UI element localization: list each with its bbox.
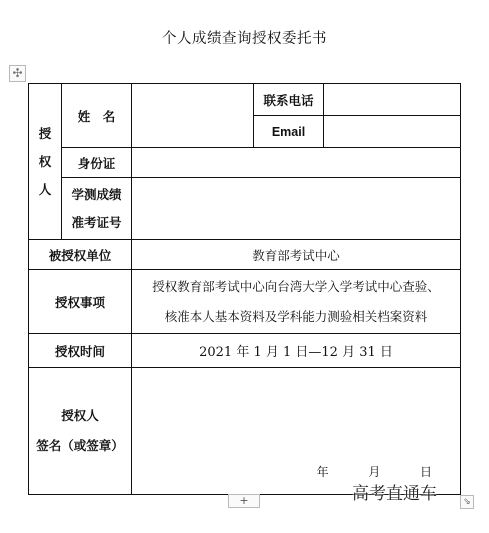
authorization-form-table (28, 83, 461, 495)
id-label: 身份证 (62, 148, 132, 178)
exam-no-label (62, 178, 132, 240)
watermark-text: 高考直通车 (352, 484, 437, 504)
signature-field[interactable] (132, 368, 461, 495)
date-year-label: 年 (316, 465, 329, 479)
grantor-label-char: 人 (38, 181, 52, 197)
signature-label (29, 368, 132, 495)
grantor-label-char: 权 (38, 153, 52, 169)
exam-no-label-line1: 学测成绩 (71, 186, 122, 202)
grantee-value: 教育部考试中心 (132, 240, 461, 270)
exam-no-field[interactable] (132, 178, 461, 240)
email-field[interactable] (324, 116, 461, 148)
signature-label-line2: 签名（或签章） (36, 438, 124, 453)
name-field[interactable] (132, 84, 254, 148)
matter-value-line1: 授权教育部考试中心向台湾大学入学考试中心查验、 (152, 278, 440, 294)
matter-value (132, 270, 461, 334)
grantor-label-char: 授 (38, 125, 52, 141)
exam-no-label-line2: 准考证号 (71, 214, 122, 230)
grantor-label (29, 84, 62, 240)
matter-value-line2: 核准本人基本资料及学科能力测验相关档案资料 (164, 308, 428, 324)
table-resize-handle-icon[interactable]: ⇘ (460, 495, 474, 509)
email-label: Email (254, 116, 324, 148)
period-value: 2021 年 1 月 1 日—12 月 31 日 (132, 334, 461, 368)
phone-label: 联系电话 (254, 84, 324, 116)
page-title: 个人成绩查询授权委托书 (162, 31, 327, 47)
add-row-icon[interactable]: + (228, 494, 260, 508)
date-day-label: 日 (419, 465, 432, 479)
grantee-label: 被授权单位 (29, 240, 132, 270)
date-month-label: 月 (368, 465, 381, 479)
name-label: 姓 名 (62, 84, 132, 148)
phone-field[interactable] (324, 84, 461, 116)
period-label: 授权时间 (29, 334, 132, 368)
id-field[interactable] (132, 148, 461, 178)
signature-label-line1: 授权人 (61, 408, 99, 423)
signature-date (317, 463, 432, 480)
table-move-handle-icon[interactable]: ✣ (9, 65, 26, 82)
matter-label: 授权事项 (29, 270, 132, 334)
